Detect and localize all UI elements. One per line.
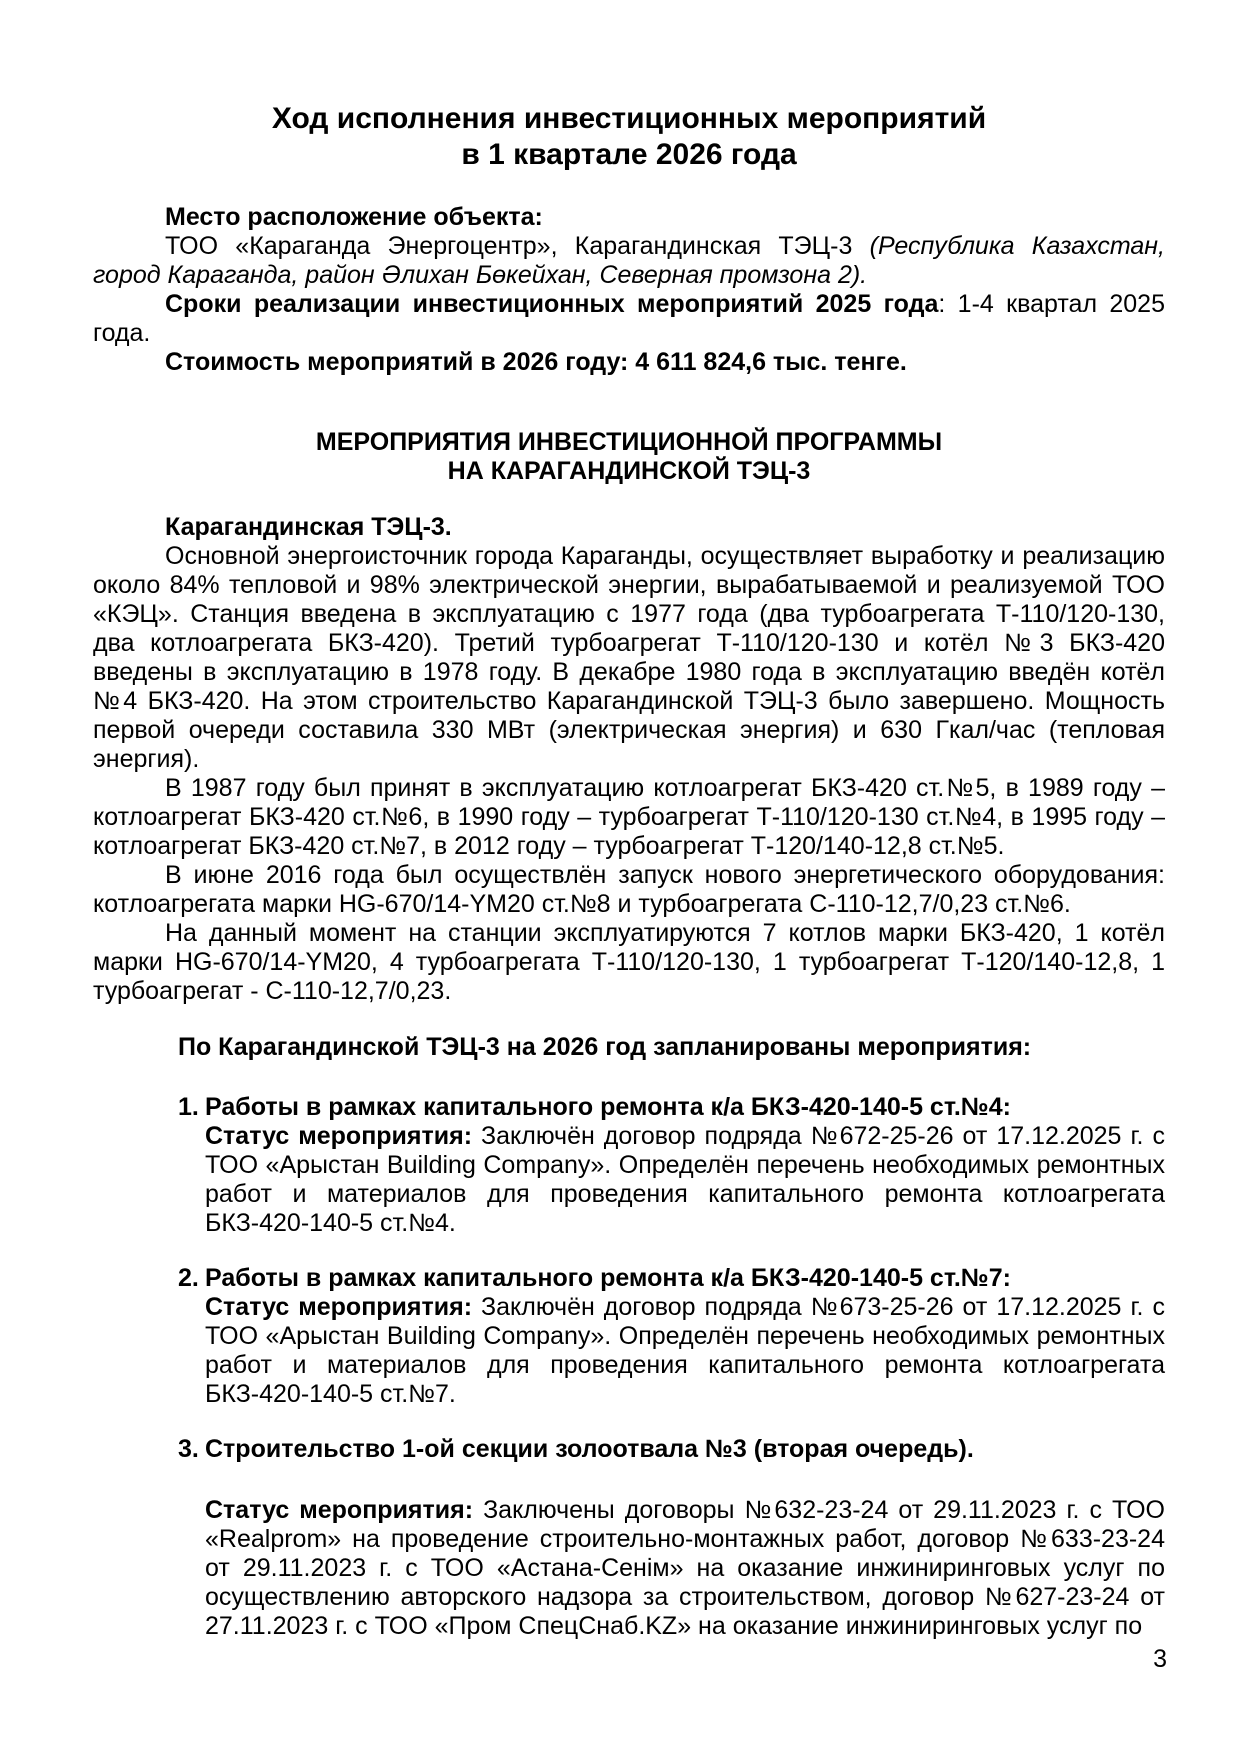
page-title bbox=[93, 101, 1165, 173]
item-status bbox=[205, 1496, 1165, 1641]
terms-label: Сроки реализации инвестиционных мероприятий 2025 года bbox=[165, 290, 939, 318]
item-title bbox=[178, 1435, 1165, 1464]
item-number: 3. bbox=[178, 1435, 199, 1463]
item-number: 1. bbox=[178, 1093, 199, 1121]
location-label-text: Место расположение объекта: bbox=[165, 203, 543, 231]
body-paragraph-3: В июне 2016 года был осуществлён запуск нового энергетического оборудования: котлоагрегата марки HG-670/14-YM20 ст.№8 и турбоагрегата С-110-12,7/0,23 ст.№6. bbox=[93, 861, 1165, 918]
status-label: Статус мероприятия: bbox=[205, 1496, 474, 1524]
status-label: Статус мероприятия: bbox=[205, 1293, 473, 1321]
program-heading bbox=[93, 428, 1165, 486]
program-heading-line-2: НА КАРАГАНДИНСКОЙ ТЭЦ-3 bbox=[447, 457, 811, 485]
location-text: ТОО «Караганда Энергоцентр», Карагандинская ТЭЦ-3 bbox=[165, 232, 853, 260]
cost-text: Стоимость мероприятий в 2026 году: 4 611 824,6 тыс. тенге. bbox=[165, 348, 907, 376]
item-title-text: Работы в рамках капитального ремонта к/а БКЗ-420-140-5 ст.№4: bbox=[205, 1093, 1011, 1121]
list-item-3 bbox=[178, 1435, 1165, 1641]
item-title bbox=[178, 1093, 1165, 1122]
body-paragraph-1: Основной энергоисточник города Караганды, осуществляет выработку и реализацию около 84% тепловой и 98% электрической энергии, вырабатываемой и реализуемой ТОО «КЭЦ». Станция введена в эксплуатацию с 1977 года (два турбоагрегата Т-110/120-130, два котлоагрегата БКЗ-420). Третий турбоагрегат Т-110/120-130 и котёл №3 БКЗ-420 введены в эксплуатацию в 1978 году. В декабре 1980 года в эксплуатацию введён котёл №4 БКЗ-420. На этом строительство Карагандинской ТЭЦ-3 было завершено. Мощность первой очереди составила 330 МВт (электрическая энергия) и 630 Гкал/час (тепловая энергия). bbox=[93, 542, 1165, 773]
status-text: Заключён договор подряда №673-25-26 от 17.12.2025 г. с ТОО «Арыстан Building Company». Определён перечень необходимых ремонтных работ и материалов для проведения капитального ремонта котлоагрегата БКЗ-420-140-5 ст.№7. bbox=[205, 1293, 1165, 1408]
location-paragraph bbox=[93, 232, 1165, 290]
item-number: 2. bbox=[178, 1264, 199, 1292]
location-label bbox=[93, 203, 1165, 232]
item-status bbox=[205, 1293, 1165, 1409]
item-title-text: Работы в рамках капитального ремонта к/а БКЗ-420-140-5 ст.№7: bbox=[205, 1264, 1011, 1292]
page-title-line-1: Ход исполнения инвестиционных мероприятий bbox=[271, 102, 987, 135]
station-heading: Карагандинская ТЭЦ-3. bbox=[165, 513, 452, 541]
terms-paragraph bbox=[93, 290, 1165, 348]
program-heading-line-1: МЕРОПРИЯТИЯ ИНВЕСТИЦИОННОЙ ПРОГРАММЫ bbox=[315, 428, 943, 456]
status-text: Заключён договор подряда №672-25-26 от 17.12.2025 г. с ТОО «Арыстан Building Company». Определён перечень необходимых ремонтных работ и материалов для проведения капитального ремонта котлоагрегата БКЗ-420-140-5 ст.№4. bbox=[205, 1122, 1165, 1237]
item-status bbox=[205, 1122, 1165, 1238]
location-text-italic: (Республика Казахстан, город Караганда, район Әлихан Бөкейхан, Северная промзона 2). bbox=[93, 232, 1165, 289]
body-paragraph-2: В 1987 году был принят в эксплуатацию котлоагрегат БКЗ-420 ст.№5, в 1989 году – котлоагрегат БКЗ-420 ст.№6, в 1990 году – турбоагрегат Т-110/120-130 ст.№4, в 1995 году – котлоагрегат БКЗ-420 ст.№7, в 2012 году – турбоагрегат Т-120/140-12,8 ст.№5. bbox=[93, 774, 1165, 860]
planned-heading: По Карагандинской ТЭЦ-3 на 2026 год запланированы мероприятия: bbox=[178, 1033, 1032, 1061]
cost-paragraph bbox=[93, 348, 1165, 377]
body-paragraph-4: На данный момент на станции эксплуатируются 7 котлов марки БКЗ-420, 1 котёл марки HG-670/14-YM20, 4 турбоагрегата Т-110/120-130, 1 турбоагрегат Т-120/140-12,8, 1 турбоагрегат - С-110-12,7/0,23. bbox=[93, 919, 1165, 1005]
status-label: Статус мероприятия: bbox=[205, 1122, 473, 1150]
page-number: 3 bbox=[1153, 1645, 1167, 1673]
list-item-2 bbox=[178, 1264, 1165, 1409]
terms-value: : 1-4 квартал 2025 года. bbox=[93, 290, 1165, 347]
page-title-line-2: в 1 квартале 2026 года bbox=[461, 138, 797, 171]
item-title bbox=[178, 1264, 1165, 1293]
list-item-1 bbox=[178, 1093, 1165, 1238]
status-text: Заключены договоры №632-23-24 от 29.11.2023 г. с ТОО «Realprom» на проведение строительно-монтажных работ, договор №633-23-24 от 29.11.2023 г. с ТОО «Астана-Сенім» на оказание инжиниринговых услуг по осуществлению авторского надзора за строительством, договор №627-23-24 от 27.11.2023 г. с ТОО «Пром СпецСнаб.KZ» на оказание инжиниринговых услуг по bbox=[205, 1496, 1165, 1640]
item-title-text: Строительство 1-ой секции золоотвала №3 (вторая очередь). bbox=[205, 1435, 974, 1463]
